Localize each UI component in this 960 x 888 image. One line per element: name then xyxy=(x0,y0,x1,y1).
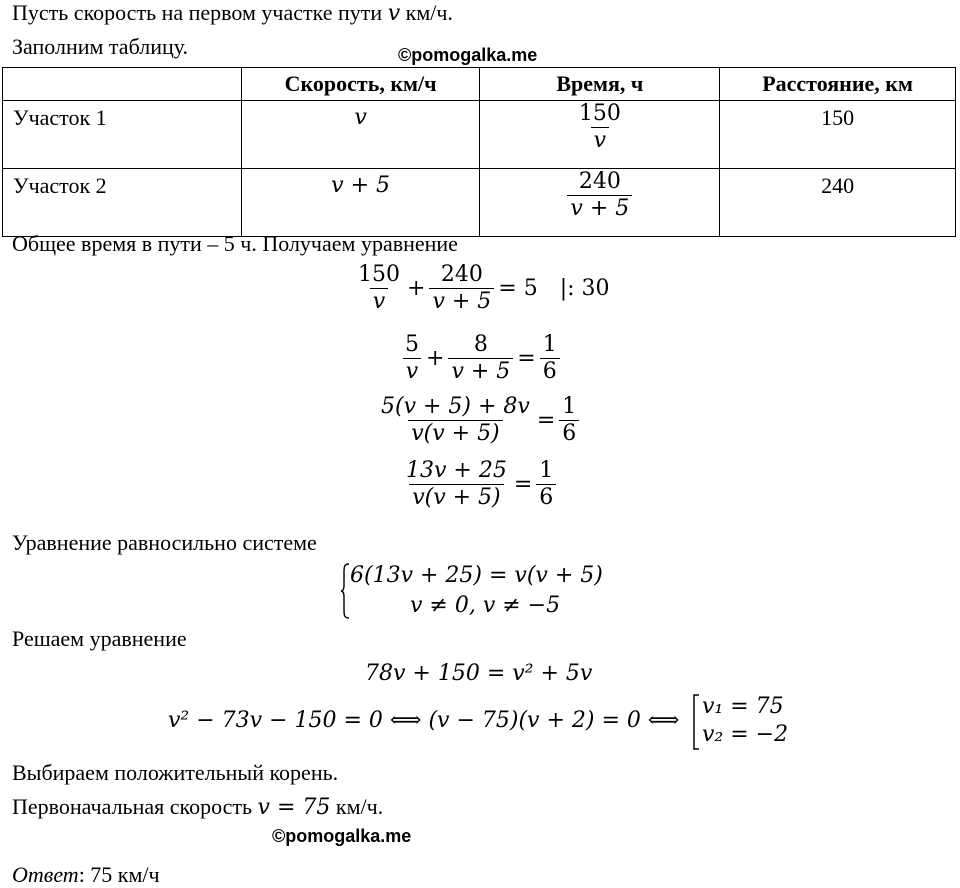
table-header-empty xyxy=(3,68,242,101)
choose-root-text: Выбираем положительный корень. xyxy=(12,760,339,785)
denominator: v + 5 xyxy=(448,358,513,385)
numerator: 8 xyxy=(473,332,488,357)
denominator: 6 xyxy=(540,358,560,385)
denominator: v(v + 5) xyxy=(408,420,502,447)
plus-sign: + xyxy=(407,276,426,301)
equation-1 xyxy=(355,262,610,315)
row-distance: 150 xyxy=(720,101,956,169)
system-line-1: 6(13v + 25) = v(v + 5) xyxy=(350,563,603,588)
fraction xyxy=(429,262,494,315)
equals-sign: = xyxy=(513,472,533,497)
system-line-2: v ≠ 0, v ≠ −5 xyxy=(410,593,561,618)
table-row xyxy=(3,101,956,169)
equals-sign: = xyxy=(536,408,556,433)
table-header-time: Время, ч xyxy=(480,68,720,101)
numerator: 1 xyxy=(542,332,557,357)
watermark-top: ©pomogalka.me xyxy=(398,45,538,65)
numerator: 5 xyxy=(405,332,419,357)
fraction xyxy=(355,262,403,315)
denominator: 6 xyxy=(559,420,579,447)
intro-text-a: Пусть скорость на первом участке пути xyxy=(12,0,388,25)
fraction xyxy=(540,332,560,385)
denominator: 6 xyxy=(536,484,556,511)
solve-text: Решаем уравнение xyxy=(12,626,187,651)
root-1: v₁ = 75 xyxy=(702,694,784,719)
table-row xyxy=(3,169,956,237)
equation-note: |: 30 xyxy=(559,276,610,301)
answer-value: : 75 км/ч xyxy=(78,862,160,887)
row-label: Участок 2 xyxy=(3,169,242,237)
equation-3 xyxy=(378,394,579,447)
table-header-distance: Расстояние, км xyxy=(720,68,956,101)
result-text-a: Первоначальная скорость xyxy=(12,794,258,819)
answer-label: Ответ xyxy=(12,862,79,887)
row-speed: v xyxy=(241,101,480,169)
data-table xyxy=(2,67,956,237)
denominator: v xyxy=(403,358,421,385)
fraction-denominator: v + 5 xyxy=(567,195,632,222)
equation-2 xyxy=(402,332,560,385)
watermark-bottom: ©pomogalka.me xyxy=(272,826,412,846)
denominator: v xyxy=(370,288,388,315)
result-value: v = 75 xyxy=(257,795,331,820)
fraction-numerator: 240 xyxy=(578,169,621,194)
numerator: 5(v + 5) + 8v xyxy=(381,394,530,419)
answer-line xyxy=(12,862,160,888)
equation-4 xyxy=(403,458,556,511)
result-line xyxy=(12,794,383,821)
table-header-speed: Скорость, км/ч xyxy=(241,68,480,101)
root-2: v₂ = −2 xyxy=(702,722,789,747)
solve-line-2: v² − 73v − 150 = 0 ⟺ (v − 75)(v + 2) = 0 ⟺ xyxy=(168,708,680,733)
fraction-denominator: v xyxy=(591,127,609,154)
equation-rhs: = 5 xyxy=(498,276,538,301)
equals-sign: = xyxy=(517,346,536,371)
curly-brace-icon xyxy=(340,563,350,619)
numerator: 1 xyxy=(562,394,577,419)
fraction xyxy=(378,394,533,447)
fraction xyxy=(536,458,556,511)
fraction xyxy=(403,458,510,511)
intro-variable: v xyxy=(387,1,401,26)
time-fraction xyxy=(567,169,632,222)
fraction xyxy=(402,332,422,385)
time-fraction xyxy=(576,101,624,154)
intro-line-1 xyxy=(12,0,453,27)
row-label: Участок 1 xyxy=(3,101,242,169)
numerator: 240 xyxy=(440,262,483,287)
row-speed: v + 5 xyxy=(241,169,480,237)
intro-line-2: Заполним таблицу. xyxy=(12,34,189,59)
numerator: 150 xyxy=(358,262,400,287)
row-time xyxy=(480,101,720,169)
denominator: v(v + 5) xyxy=(409,484,503,511)
solve-line-1: 78v + 150 = v² + 5v xyxy=(365,661,593,686)
intro-text-b: км/ч. xyxy=(400,0,453,25)
system-text: Уравнение равносильно системе xyxy=(12,530,317,555)
fraction xyxy=(559,394,579,447)
denominator: v + 5 xyxy=(429,288,494,315)
table-header-row xyxy=(3,68,956,101)
row-distance: 240 xyxy=(720,169,956,237)
fraction xyxy=(448,332,513,385)
fraction-numerator: 150 xyxy=(578,101,621,126)
numerator: 13v + 25 xyxy=(406,458,507,483)
square-bracket-icon xyxy=(692,694,700,750)
plus-sign: + xyxy=(426,346,445,371)
numerator: 1 xyxy=(539,458,554,483)
result-text-c: км/ч. xyxy=(330,794,384,819)
row-time xyxy=(480,169,720,237)
total-time-text: Общее время в пути – 5 ч. Получаем уравнение xyxy=(12,231,458,256)
